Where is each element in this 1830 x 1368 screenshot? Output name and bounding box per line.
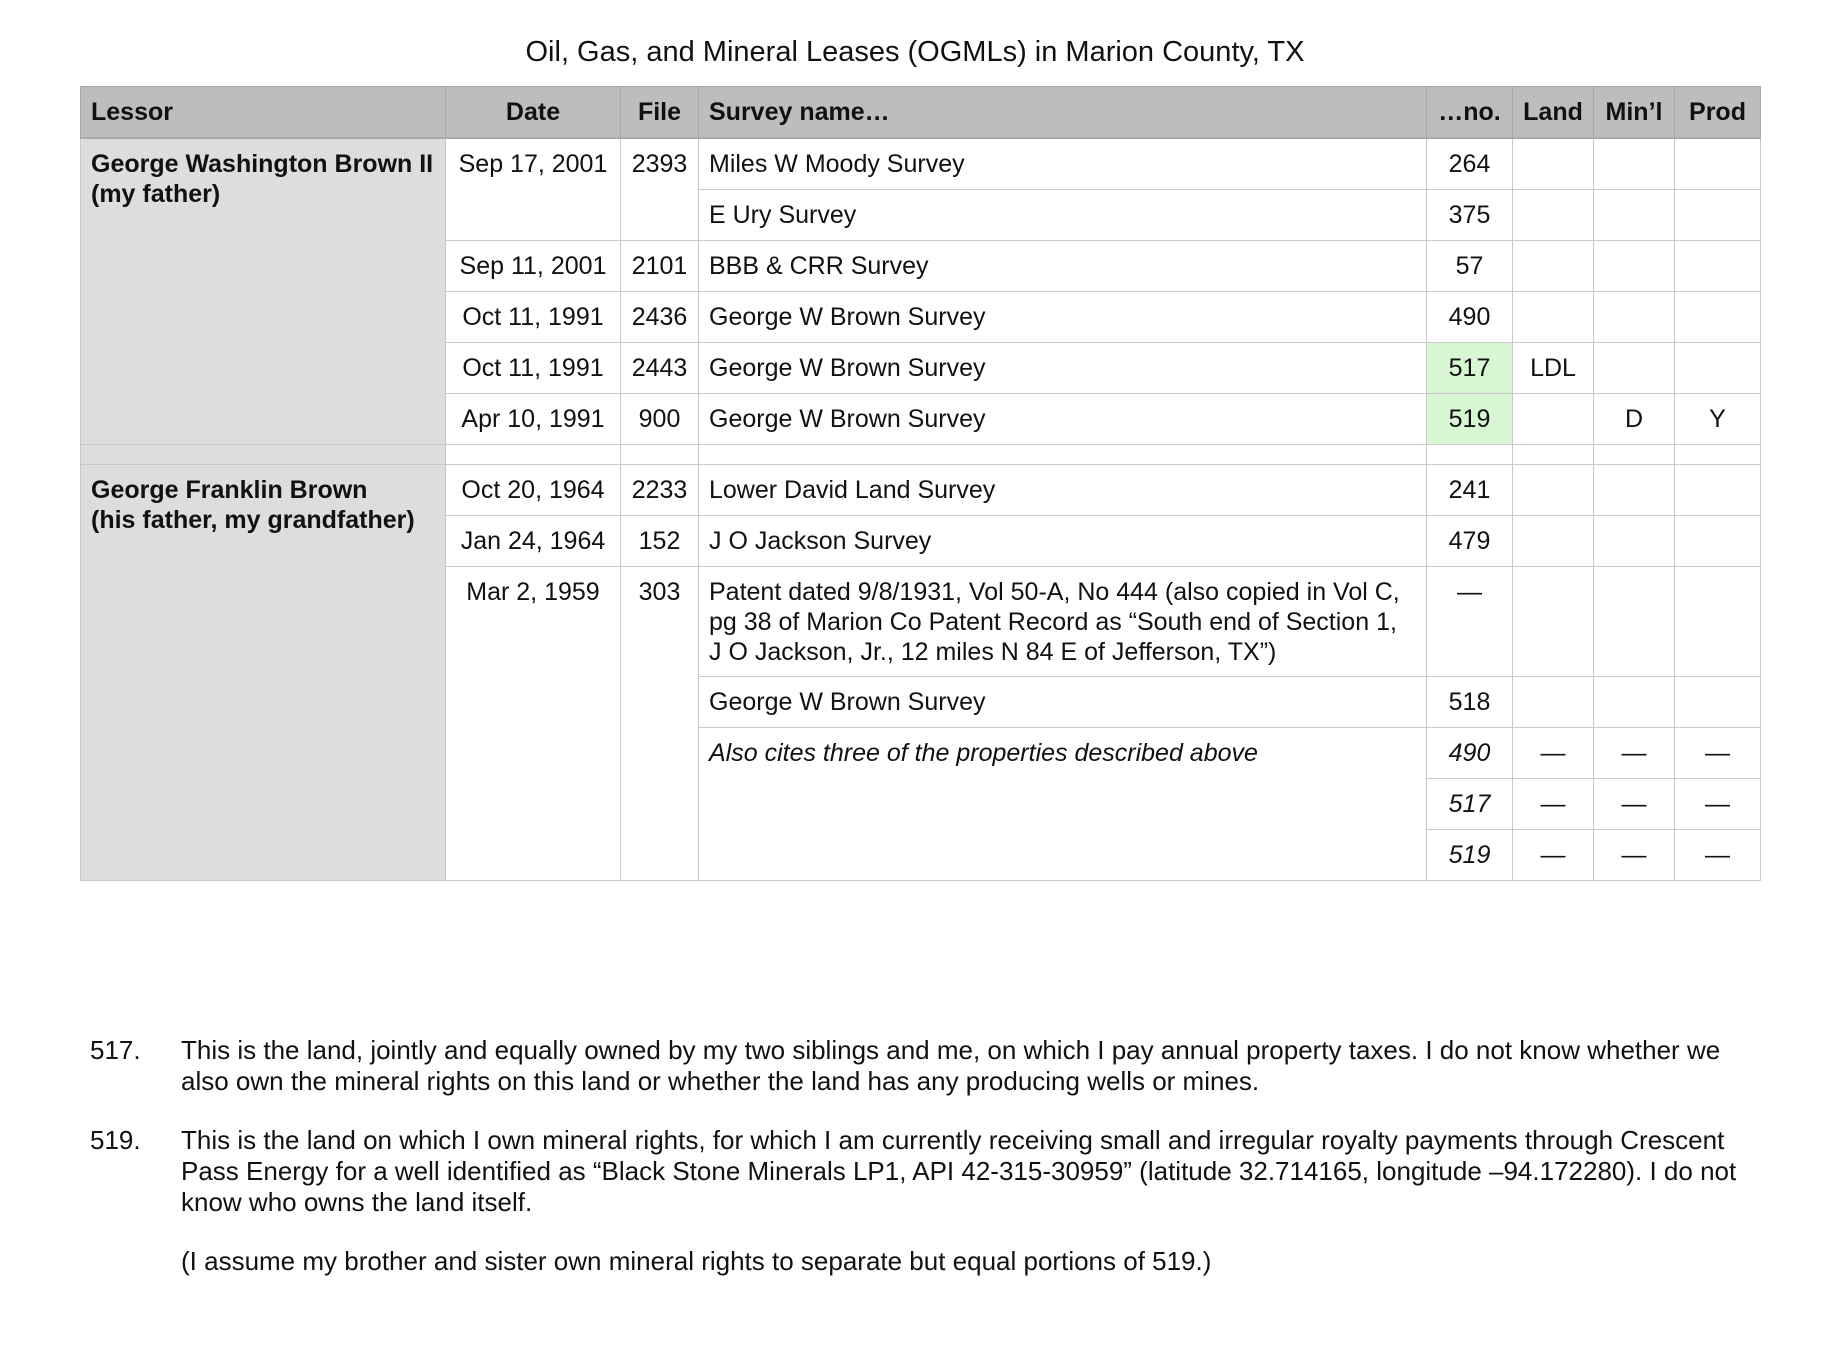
minl-cell — [1594, 189, 1675, 240]
survey-name-cell: Miles W Moody Survey — [699, 138, 1427, 189]
lessor-relation: (his father, my grandfather) — [91, 505, 415, 534]
survey-name-cell: George W Brown Survey — [699, 393, 1427, 444]
spacer-cell — [1427, 444, 1513, 464]
survey-name-cell: George W Brown Survey — [699, 676, 1427, 727]
header-minl: Min’l — [1594, 87, 1675, 139]
minl-cell — [1594, 342, 1675, 393]
survey-no-cell: 264 — [1427, 138, 1513, 189]
spacer-cell — [81, 444, 446, 464]
spacer-cell — [1675, 444, 1761, 464]
document-title: Oil, Gas, and Mineral Leases (OGMLs) in Marion County, TX — [525, 36, 1305, 68]
survey-name-cell: E Ury Survey — [699, 189, 1427, 240]
land-cell — [1513, 393, 1594, 444]
minl-cell — [1594, 566, 1675, 676]
minl-cell: — — [1594, 727, 1675, 778]
land-cell: — — [1513, 727, 1594, 778]
prod-cell — [1675, 464, 1761, 515]
date-cell: Jan 24, 1964 — [446, 515, 621, 566]
land-cell — [1513, 515, 1594, 566]
land-cell — [1513, 566, 1594, 676]
note-number: 519. — [90, 1125, 141, 1155]
survey-no-cell-highlighted: 519 — [1427, 393, 1513, 444]
date-cell: Sep 17, 2001 — [446, 138, 621, 240]
note-text: This is the land, jointly and equally owned by my two siblings and me, on which I pay annual property taxes. I do not know whether we also own the mineral rights on this land or whether the land has any producing wells or mines. — [181, 1035, 1721, 1096]
spacer-cell — [446, 444, 621, 464]
prod-cell — [1675, 240, 1761, 291]
header-file: File — [621, 87, 699, 139]
date-cell: Oct 11, 1991 — [446, 291, 621, 342]
survey-no-cell: 490 — [1427, 291, 1513, 342]
date-cell: Oct 20, 1964 — [446, 464, 621, 515]
table-row — [81, 464, 1761, 515]
note-paragraph — [90, 1246, 1750, 1277]
minl-cell: — — [1594, 829, 1675, 880]
header-lessor: Lessor — [81, 87, 446, 139]
minl-cell: — — [1594, 778, 1675, 829]
prod-cell — [1675, 138, 1761, 189]
date-cell: Mar 2, 1959 — [446, 566, 621, 880]
header-land: Land — [1513, 87, 1594, 139]
note-517 — [90, 1035, 1750, 1097]
header-survey-no: …no. — [1427, 87, 1513, 139]
land-cell — [1513, 240, 1594, 291]
survey-name-cell: Also cites three of the properties described above — [699, 727, 1427, 880]
land-cell: LDL — [1513, 342, 1594, 393]
file-cell: 2443 — [621, 342, 699, 393]
spacer-cell — [1513, 444, 1594, 464]
survey-no-cell: 241 — [1427, 464, 1513, 515]
prod-cell: — — [1675, 829, 1761, 880]
survey-no-cell: 479 — [1427, 515, 1513, 566]
lessor-relation: (my father) — [91, 180, 221, 208]
header-survey-name: Survey name… — [699, 87, 1427, 139]
header-date: Date — [446, 87, 621, 139]
minl-cell — [1594, 515, 1675, 566]
date-cell: Oct 11, 1991 — [446, 342, 621, 393]
spacer-cell — [1594, 444, 1675, 464]
survey-name-cell: BBB & CRR Survey — [699, 240, 1427, 291]
note-text: (I assume my brother and sister own mineral rights to separate but equal portions of 519.) — [181, 1246, 1212, 1276]
prod-cell — [1675, 189, 1761, 240]
survey-name-cell: Lower David Land Survey — [699, 464, 1427, 515]
file-cell: 2233 — [621, 464, 699, 515]
survey-no-cell: 490 — [1427, 727, 1513, 778]
prod-cell — [1675, 515, 1761, 566]
date-cell: Apr 10, 1991 — [446, 393, 621, 444]
table-row — [81, 138, 1761, 189]
spacer-row — [81, 444, 1761, 464]
land-cell: — — [1513, 829, 1594, 880]
minl-cell — [1594, 240, 1675, 291]
file-cell: 2101 — [621, 240, 699, 291]
lessor-name: George Franklin Brown — [91, 475, 368, 504]
land-cell — [1513, 676, 1594, 727]
minl-cell — [1594, 676, 1675, 727]
minl-cell — [1594, 138, 1675, 189]
prod-cell — [1675, 342, 1761, 393]
spacer-cell — [621, 444, 699, 464]
survey-name-cell: Patent dated 9/8/1931, Vol 50-A, No 444 (also copied in Vol C, pg 38 of Marion Co Patent Record as “South end of Section 1, J O Jackson, Jr., 12 miles N 84 E of Jefferson, TX”) — [699, 566, 1427, 676]
lessor-cell — [81, 138, 446, 444]
prod-cell — [1675, 676, 1761, 727]
survey-no-cell: 518 — [1427, 676, 1513, 727]
note-519 — [90, 1125, 1750, 1218]
lessor-name: George Washington Brown II — [91, 150, 434, 178]
file-cell: 2436 — [621, 291, 699, 342]
land-cell — [1513, 464, 1594, 515]
leases-table — [80, 86, 1761, 881]
survey-name-cell: George W Brown Survey — [699, 342, 1427, 393]
survey-no-cell: 517 — [1427, 778, 1513, 829]
note-paragraph — [90, 1035, 1750, 1097]
survey-no-cell: 57 — [1427, 240, 1513, 291]
prod-cell: — — [1675, 727, 1761, 778]
table-header-row — [81, 87, 1761, 139]
land-cell — [1513, 291, 1594, 342]
survey-name-cell: George W Brown Survey — [699, 291, 1427, 342]
survey-no-cell: — — [1427, 566, 1513, 676]
survey-no-cell: 519 — [1427, 829, 1513, 880]
file-cell: 152 — [621, 515, 699, 566]
prod-cell: — — [1675, 778, 1761, 829]
file-cell: 303 — [621, 566, 699, 880]
spacer-cell — [699, 444, 1427, 464]
file-cell: 2393 — [621, 138, 699, 240]
note-text: This is the land on which I own mineral rights, for which I am currently receiving small and irregular royalty payments through Crescent Pass Energy for a well identified as “Black Stone Minerals LP1, API 42-315-30959” (latitude 32.714165, longitude –94.172280). I do not know who owns the land itself. — [181, 1125, 1737, 1217]
header-prod: Prod — [1675, 87, 1761, 139]
survey-no-cell-highlighted: 517 — [1427, 342, 1513, 393]
prod-cell — [1675, 291, 1761, 342]
prod-cell — [1675, 566, 1761, 676]
note-number: 517. — [90, 1035, 141, 1065]
minl-cell: D — [1594, 393, 1675, 444]
minl-cell — [1594, 464, 1675, 515]
note-assumption — [90, 1246, 1750, 1277]
prod-cell: Y — [1675, 393, 1761, 444]
note-paragraph — [90, 1125, 1750, 1218]
survey-name-cell: J O Jackson Survey — [699, 515, 1427, 566]
file-cell: 900 — [621, 393, 699, 444]
date-cell: Sep 11, 2001 — [446, 240, 621, 291]
land-cell — [1513, 189, 1594, 240]
survey-no-cell: 375 — [1427, 189, 1513, 240]
land-cell: — — [1513, 778, 1594, 829]
lessor-cell — [81, 464, 446, 880]
minl-cell — [1594, 291, 1675, 342]
land-cell — [1513, 138, 1594, 189]
